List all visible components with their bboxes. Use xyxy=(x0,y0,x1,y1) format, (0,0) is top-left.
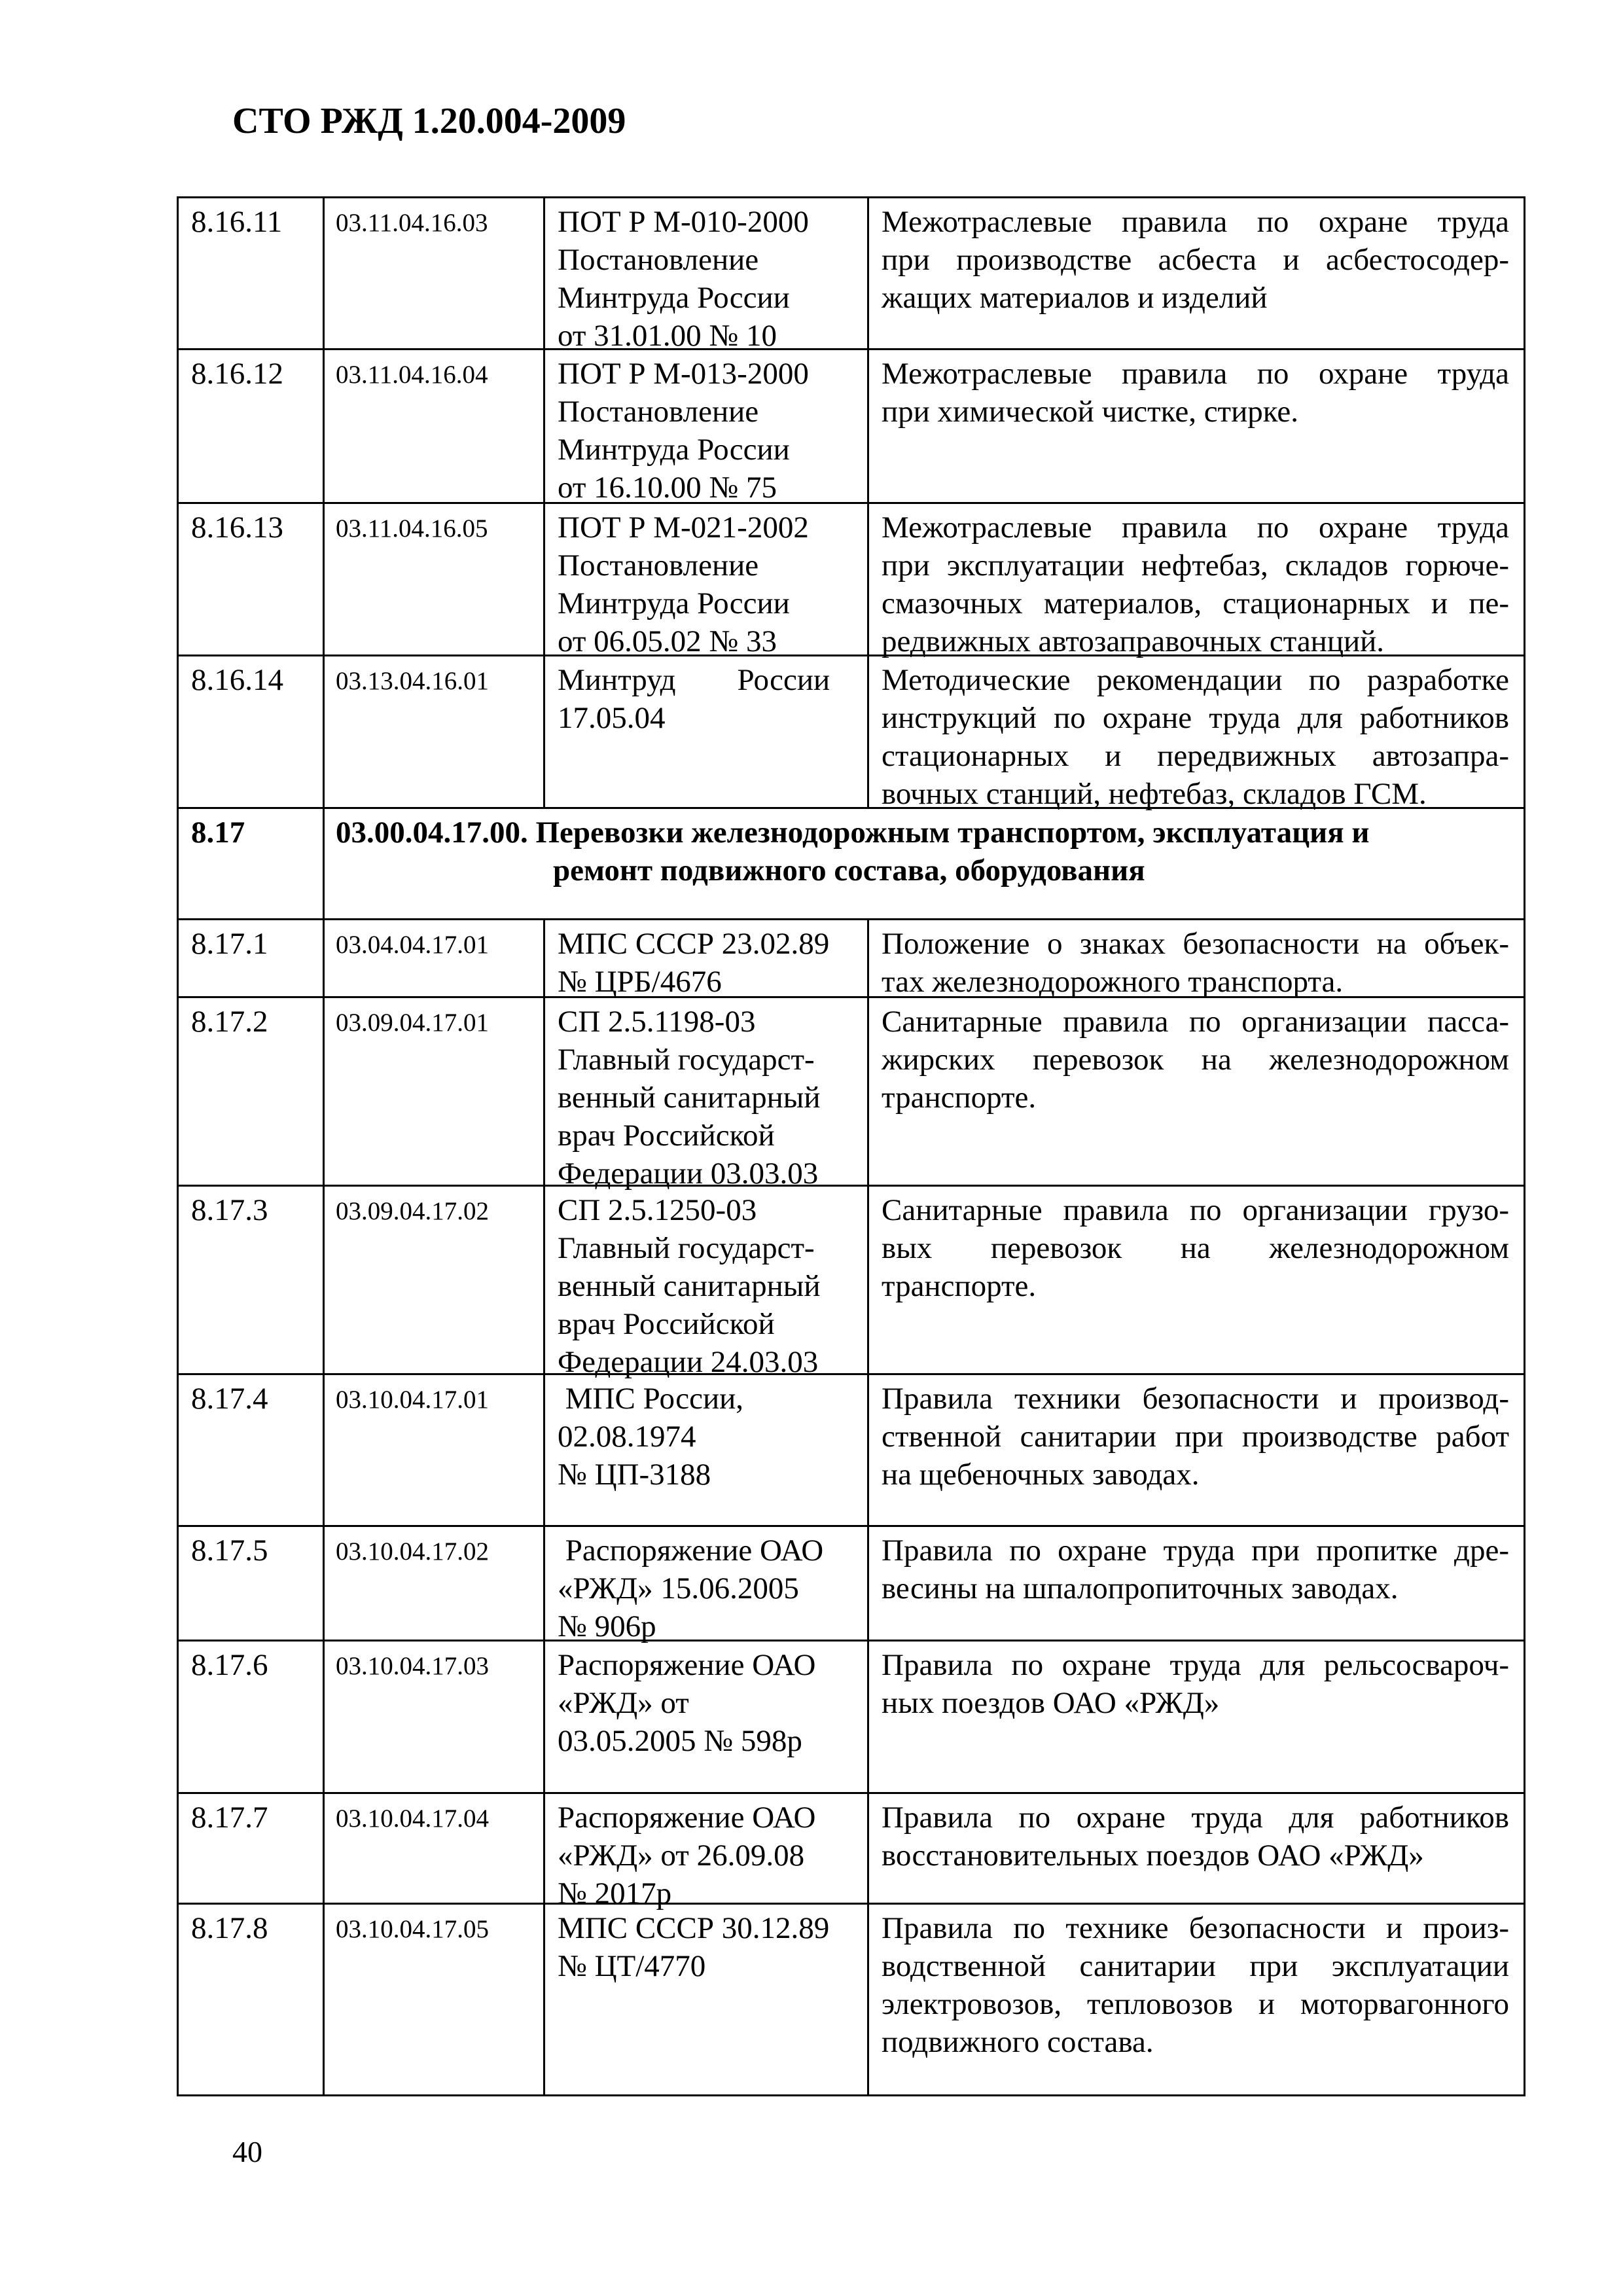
row-document-line: ПОТ Р М-021-2002 xyxy=(558,511,809,545)
row-title-line: транспорте. xyxy=(882,1269,1037,1303)
row-code: 03.13.04.16.01 xyxy=(336,667,489,695)
row-title-line: Методические рекомендации по разработке xyxy=(882,663,1509,697)
row-document-line: МПС СССР 30.12.89 xyxy=(558,1911,830,1945)
table-rule xyxy=(323,1373,325,1527)
table-rule xyxy=(543,348,545,504)
row-title-line: смазочных материалов, стационарных и пе- xyxy=(882,586,1509,620)
table-rule xyxy=(1524,1640,1525,1794)
row-document-line: МПС СССР 23.02.89 xyxy=(558,927,830,961)
row-title-line: Межотраслевые правила по охране труда xyxy=(882,205,1509,239)
row-document-line: Минтруда России xyxy=(558,281,790,315)
row-code: 03.10.04.17.04 xyxy=(336,1804,489,1833)
table-rule xyxy=(1524,348,1525,504)
row-code: 03.04.04.17.01 xyxy=(336,931,489,959)
table-rule xyxy=(867,918,869,998)
row-title-line: водственной санитарии при эксплуатации xyxy=(882,1949,1509,1983)
row-document-line: Минтруда России xyxy=(558,586,790,620)
table-rule xyxy=(177,807,179,920)
row-title-line: Санитарные правила по организации пасса- xyxy=(882,1005,1509,1039)
table-rule xyxy=(543,1525,545,1641)
row-document-line: Постановление xyxy=(558,548,759,583)
row-code: 03.11.04.16.03 xyxy=(336,209,488,237)
row-document-line: врач Российской xyxy=(558,1307,775,1341)
document-title: СТО РЖД 1.20.004-2009 xyxy=(232,101,626,141)
table-rule xyxy=(1524,1525,1525,1641)
row-document-line: Распоряжение ОАО xyxy=(558,1534,824,1568)
row-number: 8.16.11 xyxy=(191,205,283,239)
table-rule xyxy=(177,1640,179,1794)
table-rule xyxy=(177,348,1525,350)
row-document-line: Минтруд России xyxy=(558,663,830,697)
row-title-line: Санитарные правила по организации грузо- xyxy=(882,1193,1509,1227)
table-rule xyxy=(543,996,545,1187)
table-rule xyxy=(177,502,1525,504)
row-title-line: редвижных автозаправочных станций. xyxy=(882,624,1385,658)
table-rule xyxy=(177,1185,179,1375)
table-rule xyxy=(867,1640,869,1794)
table-rule xyxy=(867,1792,869,1905)
row-title-line: Правила по охране труда для рельсосвароч- xyxy=(882,1648,1509,1682)
row-title-line: ных поездов ОАО «РЖД» xyxy=(882,1686,1220,1720)
table-rule xyxy=(177,1525,1525,1527)
row-number: 8.16.13 xyxy=(191,511,283,545)
row-title-line: жирских перевозок на железнодорожном xyxy=(882,1043,1509,1077)
row-document-line: Постановление xyxy=(558,243,759,277)
row-title-line: ственной санитарии при производстве работ xyxy=(882,1420,1509,1454)
row-document-line: ПОТ Р М-013-2000 xyxy=(558,357,809,391)
row-title-line: электровозов, тепловозов и моторвагонного xyxy=(882,1987,1509,2021)
table-rule xyxy=(543,1373,545,1527)
table-rule xyxy=(323,807,325,920)
row-document-line: Распоряжение ОАО xyxy=(558,1648,816,1682)
row-title-line: транспорте. xyxy=(882,1081,1037,1115)
table-rule xyxy=(177,1792,1525,1794)
row-number: 8.17.6 xyxy=(191,1648,268,1682)
table-rule xyxy=(1524,807,1525,920)
table-rule xyxy=(323,996,325,1187)
table-rule xyxy=(323,918,325,998)
section-title-line: ремонт подвижного состава, оборудования xyxy=(553,853,1145,888)
section-title-line: 03.00.04.17.00. Перевозки железнодорожным транспортом, эксплуатация и xyxy=(336,816,1370,850)
table-rule xyxy=(1524,1903,1525,2096)
row-document-line: № 906р xyxy=(558,1609,656,1643)
table-rule xyxy=(177,655,179,809)
row-code: 03.10.04.17.02 xyxy=(336,1537,489,1566)
row-code: 03.11.04.16.04 xyxy=(336,361,488,389)
row-document-line: 17.05.04 xyxy=(558,701,666,735)
row-document-line: Федерации 03.03.03 xyxy=(558,1157,819,1191)
table-rule xyxy=(177,502,179,656)
table-rule xyxy=(323,1903,325,2096)
table-rule xyxy=(177,1640,1525,1641)
row-code: 03.10.04.17.05 xyxy=(336,1915,489,1943)
row-document-line: Распоряжение ОАО xyxy=(558,1801,816,1835)
table-rule xyxy=(177,1903,179,2096)
row-document-line: от 06.05.02 № 33 xyxy=(558,624,777,658)
row-number: 8.17.5 xyxy=(191,1534,268,1568)
row-title-line: инструкций по охране труда для работников xyxy=(882,701,1509,735)
row-title-line: восстановительных поездов ОАО «РЖД» xyxy=(882,1839,1424,1873)
row-code: 03.09.04.17.02 xyxy=(336,1197,489,1225)
table-rule xyxy=(867,655,869,809)
row-title-line: Правила по охране труда при пропитке дре- xyxy=(882,1534,1509,1568)
table-rule xyxy=(177,1373,1525,1375)
row-title-line: Правила техники безопасности и производ- xyxy=(882,1382,1509,1416)
row-number: 8.17.4 xyxy=(191,1382,268,1416)
table-rule xyxy=(177,1373,179,1527)
row-title-line: стационарных и передвижных автозапра- xyxy=(882,739,1509,773)
table-rule xyxy=(867,1525,869,1641)
table-rule xyxy=(1524,996,1525,1187)
table-rule xyxy=(323,1525,325,1641)
table-rule xyxy=(543,1903,545,2096)
table-rule xyxy=(543,918,545,998)
table-rule xyxy=(177,1525,179,1641)
row-title-line: при химической чистке, стирке. xyxy=(882,395,1299,429)
section-number: 8.17 xyxy=(191,816,245,850)
row-title-line: Межотраслевые правила по охране труда xyxy=(882,511,1509,545)
row-document-line: Федерации 24.03.03 xyxy=(558,1345,819,1379)
row-title-line: весины на шпалопропиточных заводах. xyxy=(882,1571,1399,1605)
table-rule xyxy=(543,1640,545,1794)
row-document-line: 03.05.2005 № 598р xyxy=(558,1724,802,1758)
table-rule xyxy=(177,1185,1525,1187)
table-rule xyxy=(543,1185,545,1375)
table-rule xyxy=(867,996,869,1187)
row-document-line: врач Российской xyxy=(558,1119,775,1153)
table-rule xyxy=(1524,1373,1525,1527)
table-rule xyxy=(323,196,325,350)
row-title-line: при эксплуатации нефтебаз, складов горюче- xyxy=(882,548,1509,583)
row-document-line: от 16.10.00 № 75 xyxy=(558,471,777,505)
row-code: 03.09.04.17.01 xyxy=(336,1009,489,1037)
row-document-line: СП 2.5.1250-03 xyxy=(558,1193,757,1227)
table-rule xyxy=(323,1185,325,1375)
row-document-line: МПС России, xyxy=(558,1382,743,1416)
row-number: 8.17.7 xyxy=(191,1801,268,1835)
row-title-line: Положение о знаках безопасности на объек- xyxy=(882,927,1509,961)
row-title-line: жащих материалов и изделий xyxy=(882,281,1268,315)
table-rule xyxy=(1524,1185,1525,1375)
table-rule xyxy=(323,1792,325,1905)
table-rule xyxy=(177,918,179,998)
row-number: 8.17.8 xyxy=(191,1911,268,1945)
table-rule xyxy=(543,1792,545,1905)
page-number: 40 xyxy=(232,2135,262,2168)
row-document-line: 02.08.1974 xyxy=(558,1420,696,1454)
table-rule xyxy=(867,1903,869,2096)
row-document-line: № ЦРБ/4676 xyxy=(558,965,722,999)
table-rule xyxy=(323,655,325,809)
row-code: 03.10.04.17.03 xyxy=(336,1652,489,1680)
row-code: 03.11.04.16.05 xyxy=(336,514,488,543)
row-title-line: тах железнодорожного транспорта. xyxy=(882,965,1344,999)
row-document-line: «РЖД» от 26.09.08 xyxy=(558,1839,805,1873)
table-rule xyxy=(1524,502,1525,656)
row-number: 8.17.2 xyxy=(191,1005,268,1039)
table-rule xyxy=(177,2094,1525,2096)
row-document-line: Постановление xyxy=(558,395,759,429)
table-rule xyxy=(177,348,179,504)
row-title-line: вых перевозок на железнодорожном xyxy=(882,1231,1509,1265)
row-document-line: № 2017р xyxy=(558,1876,672,1910)
row-document-line: венный санитарный xyxy=(558,1081,821,1115)
table-rule xyxy=(177,1792,179,1905)
row-document-line: № ЦП-3188 xyxy=(558,1458,711,1492)
table-rule xyxy=(177,1903,1525,1905)
table-rule xyxy=(543,196,545,350)
row-document-line: № ЦТ/4770 xyxy=(558,1949,706,1983)
row-title-line: на щебеночных заводах. xyxy=(882,1458,1200,1492)
table-rule xyxy=(867,196,869,350)
row-document-line: Минтруда России xyxy=(558,433,790,467)
row-document-line: венный санитарный xyxy=(558,1269,821,1303)
row-title-line: вочных станций, нефтебаз, складов ГСМ. xyxy=(882,777,1427,811)
row-document-line: Главный государст- xyxy=(558,1043,815,1077)
row-document-line: СП 2.5.1198-03 xyxy=(558,1005,756,1039)
row-title-line: при производстве асбеста и асбестосодер- xyxy=(882,243,1509,277)
table-rule xyxy=(543,655,545,809)
row-document-line: Главный государст- xyxy=(558,1231,815,1265)
table-rule xyxy=(867,348,869,504)
table-rule xyxy=(1524,918,1525,998)
table-rule xyxy=(177,196,1525,198)
table-rule xyxy=(867,502,869,656)
table-rule xyxy=(867,1373,869,1527)
row-document-line: «РЖД» от xyxy=(558,1686,689,1720)
row-title-line: Правила по охране труда для работников xyxy=(882,1801,1509,1835)
row-title-line: Межотраслевые правила по охране труда xyxy=(882,357,1509,391)
table-rule xyxy=(177,918,1525,920)
table-rule xyxy=(323,502,325,656)
row-number: 8.16.14 xyxy=(191,663,283,697)
row-number: 8.16.12 xyxy=(191,357,283,391)
table-rule xyxy=(1524,1792,1525,1905)
row-document-line: от 31.01.00 № 10 xyxy=(558,319,777,353)
table-rule xyxy=(323,1640,325,1794)
table-rule xyxy=(1524,196,1525,350)
row-title-line: Правила по технике безопасности и произ- xyxy=(882,1911,1509,1945)
row-number: 8.17.3 xyxy=(191,1193,268,1227)
table-rule xyxy=(177,996,179,1187)
row-document-line: ПОТ Р М-010-2000 xyxy=(558,205,809,239)
row-number: 8.17.1 xyxy=(191,927,268,961)
row-document-line: «РЖД» 15.06.2005 xyxy=(558,1571,799,1605)
table-rule xyxy=(867,1185,869,1375)
table-rule xyxy=(543,502,545,656)
table-rule xyxy=(177,196,179,350)
row-code: 03.10.04.17.01 xyxy=(336,1386,489,1414)
table-rule xyxy=(323,348,325,504)
row-title-line: подвижного состава. xyxy=(882,2025,1154,2059)
table-rule xyxy=(1524,655,1525,809)
